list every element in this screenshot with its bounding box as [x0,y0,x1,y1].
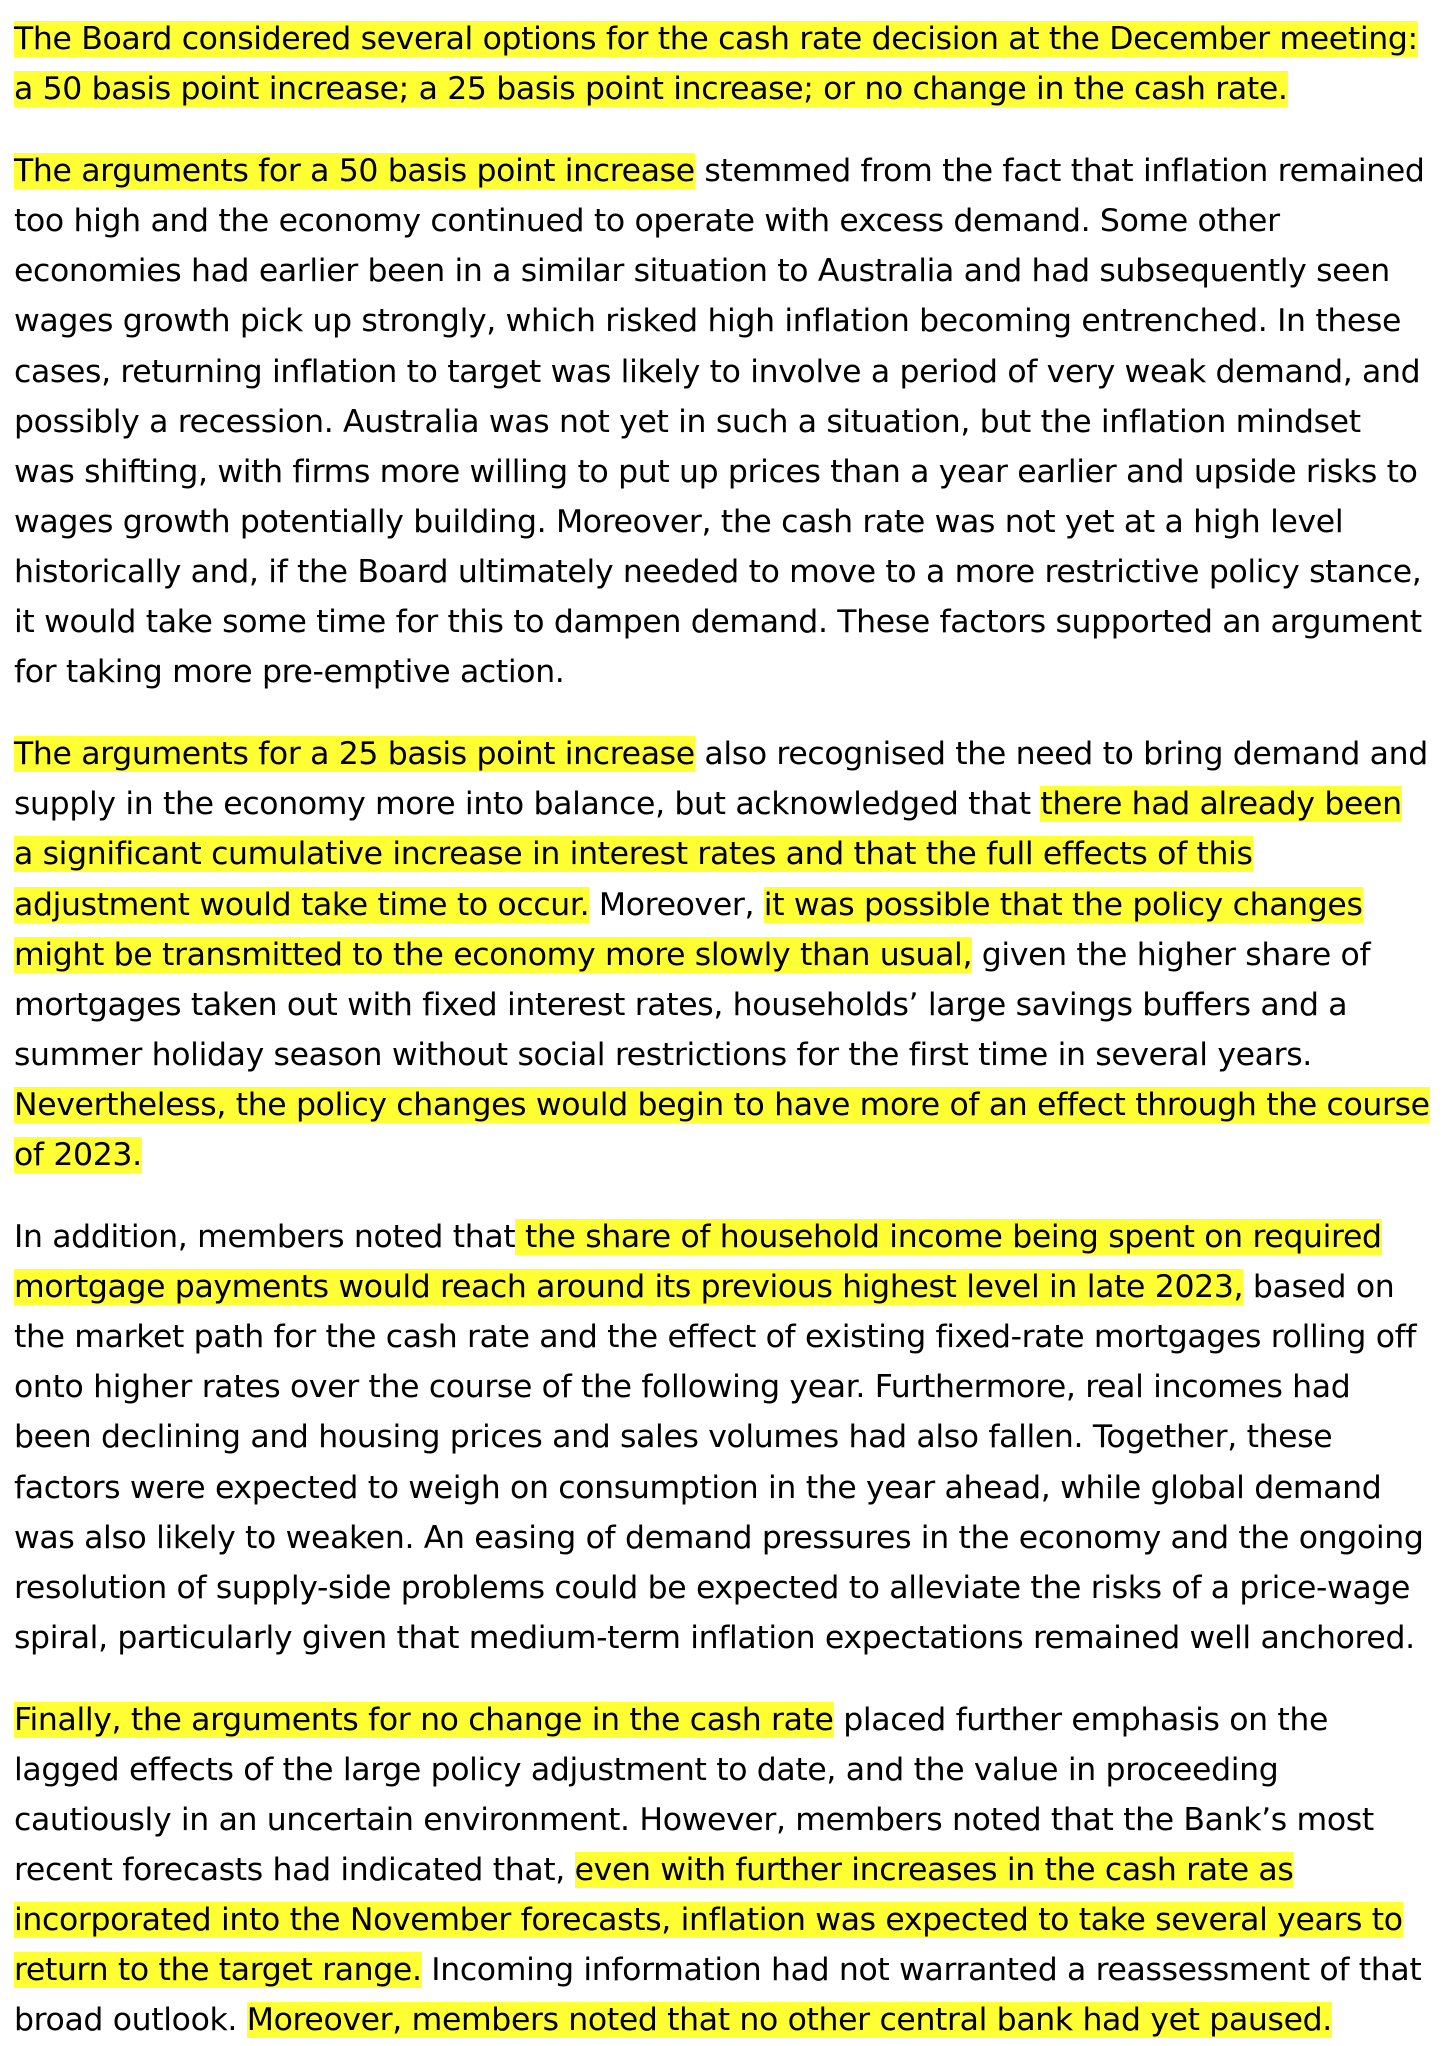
body-text: also recognised the need to bring demand and supply in the economy more into balance, but acknowledged that [14,736,1428,823]
paragraph-50bp-arguments [14,146,1430,697]
highlighted-text: Nevertheless, the policy changes would begin to have more of an effect through the course of 2023. [14,1086,1430,1173]
body-text: given the higher share of mortgages taken out with fixed interest rates, households’ large savings buffers and a summer holiday season without social restrictions for the first time in several years. [14,936,1371,1073]
paragraph-no-change-arguments [14,1695,1430,2046]
highlighted-text: it was possible that the policy changes might be transmitted to the economy more slowly than usual, [14,886,1363,973]
body-text: stemmed from the fact that inflation remained too high and the economy continued to operate with excess demand. Some other economies had earlier been in a similar situation to Australia and had subsequently seen wages growth pick up strongly, which risked high inflation becoming entrenched. In these cases, returning inflation to target was likely to involve a period of very weak demand, and possibly a recession. Australia was not yet in such a situation, but the inflation mindset was shifting, with firms more willing to put up prices than a year earlier and upside risks to wages growth potentially building. Moreover, the cash rate was not yet at a high level historically and, if the Board ultimately needed to move to a more restrictive policy stance, it would take some time for this to dampen demand. These factors supported an argument for taking more pre-emptive action. [14,153,1425,691]
highlighted-text: even with further increases in the cash rate as incorporated into the November forecasts, inflation was expected to take several years to return to the target range. [14,1852,1403,1989]
body-text: based on the market path for the cash rate and the effect of existing fixed-rate mortgages rolling off onto higher rates over the course of the following year. Furthermore, real incomes had been declining and housing prices and sales volumes had also fallen. Together, these factors were expected to weigh on consumption in the year ahead, while global demand was also likely to weaken. An easing of demand pressures in the economy and the ongoing resolution of supply-side problems could be expected to alleviate the risks of a price-wage spiral, particularly given that medium-term inflation expectations remained well anchored. [14,1269,1424,1656]
body-text: Incoming information had not warranted a reassessment of that broad outlook. [14,1952,1422,2039]
paragraph-household-income [14,1212,1430,1663]
highlighted-text: Moreover, members noted that no other central bank had yet paused. [246,2002,1332,2039]
body-text: In addition, members noted that [14,1219,516,1256]
highlighted-text: Finally, the arguments for no change in the cash rate [14,1701,834,1738]
paragraph-25bp-arguments [14,729,1430,1180]
paragraph-cash-rate-options [14,14,1430,114]
highlighted-text: The Board considered several options for the cash rate decision at the December meeting: a 50 basis point increase; a 25 basis point increase; or no change in the cash rate. [14,21,1418,108]
body-text: Moreover, [589,886,764,923]
highlighted-text: The arguments for a 50 basis point increase [14,153,695,190]
body-text: placed further emphasis on the lagged effects of the large policy adjustment to date, and the value in proceeding cautiously in an uncertain environment. However, members noted that the Bank’s most recent forecasts had indicated that, [14,1701,1374,1889]
highlighted-text: there had already been a significant cumulative increase in interest rates and that the full effects of this adjustment would take time to occur. [14,786,1402,923]
highlighted-text: the share of household income being spent on required mortgage payments would reach around its previous highest level in late 2023, [14,1219,1382,1306]
highlighted-text: The arguments for a 25 basis point increase [14,736,695,773]
